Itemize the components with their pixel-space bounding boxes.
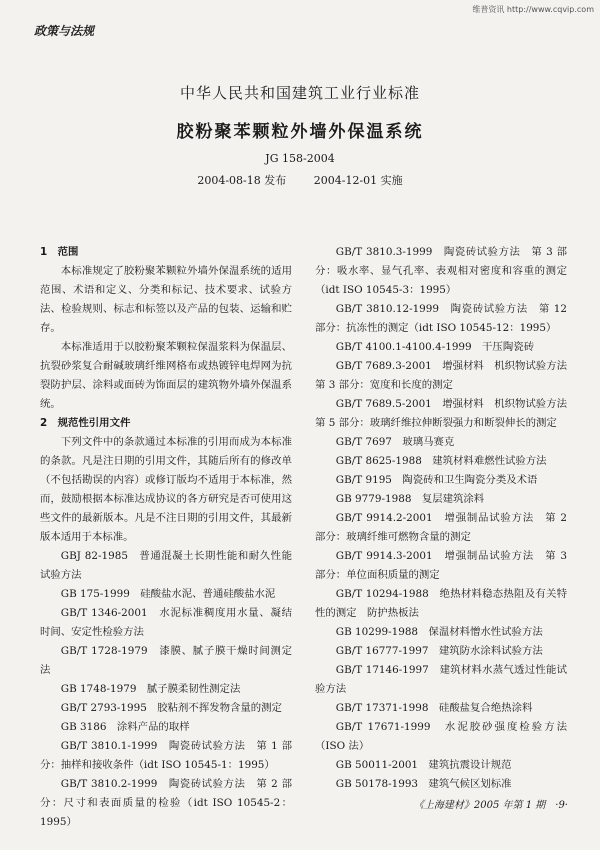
section-heading: 2 规范性引用文件 xyxy=(40,417,131,429)
paragraph: 本标准适用于以胶粉聚苯颗粒保温浆料为保温层、抗裂砂浆复合耐碱玻璃纤维网格布或热镀锌电焊网为抗裂防护层、涂料或面砖为饰面层的建筑物外墙外保温系统。 xyxy=(40,341,292,410)
reference-item: GB/T 3810.1-1999 陶瓷砖试验方法 第 1 部分：抽样和接收条件（idt ISO 10545-1：1995） xyxy=(40,740,292,771)
reference-item: GB 50011-2001 建筑抗震设计规范 xyxy=(335,759,512,771)
reference-item: GB/T 7689.3-2001 增强材料 机织物试验方法 第 3 部分：宽度和长度的测定 xyxy=(315,360,578,391)
reference-item: GB/T 4100.1-4100.4-1999 干压陶瓷砖 xyxy=(335,341,534,353)
reference-item: GBJ 82-1985 普通混凝土长期性能和耐久性能试验方法 xyxy=(40,550,292,581)
page-title: 胶粉聚苯颗粒外墙外保温系统 xyxy=(176,122,424,142)
reference-item: GB/T 3810.12-1999 陶瓷砖试验方法 第 12 部分：抗冻性的测定（idt ISO 10545-12：1995） xyxy=(315,303,567,334)
reference-item: GB 9779-1988 复层建筑涂料 xyxy=(335,493,485,505)
reference-item: GB/T 1728-1979 漆膜、腻子膜干燥时间测定法 xyxy=(40,645,292,676)
reference-item: GB/T 17671-1999 水泥胶砂强度检验方法（ISO 法） xyxy=(315,721,567,752)
reference-item: GB/T 9914.2-2001 增强制品试验方法 第 2 部分：玻璃纤维可燃物含量的测定 xyxy=(315,512,567,543)
reference-item: GB 10299-1988 保温材料憎水性试验方法 xyxy=(335,626,543,638)
reference-item: GB/T 7697 玻璃马赛克 xyxy=(335,436,455,448)
reference-item: GB/T 8625-1988 建筑材料难燃性试验方法 xyxy=(335,455,547,467)
reference-item: GB/T 10294-1988 绝热材料稳态热阻及有关特性的测定 防护热板法 xyxy=(315,588,567,619)
reference-item: GB/T 1346-2001 水泥标准稠度用水量、凝结时间、安定性检验方法 xyxy=(40,607,292,638)
reference-item: GB/T 3810.2-1999 陶瓷砖试验方法 第 2 部分：尺寸和表面质量的检验（idt ISO 10545-2：1995） xyxy=(40,778,292,828)
standard-code: JG 158-2004 xyxy=(265,152,335,165)
issued-date: 2004-08-18 发布 xyxy=(197,174,287,187)
reference-item: GB/T 7689.5-2001 增强材料 机织物试验方法 第 5 部分：玻璃纤维拉伸断裂强力和断裂伸长的测定 xyxy=(315,398,578,429)
reference-item: GB 3186 涂料产品的取样 xyxy=(60,721,190,733)
reference-item: GB/T 3810.3-1999 陶瓷砖试验方法 第 3 部分：吸水率、显气孔率、表观相对密度和容重的测定（idt ISO 10545-3：1995） xyxy=(315,246,567,296)
section-heading: 1 范围 xyxy=(40,246,79,258)
paragraph: 下列文件中的条款通过本标准的引用而成为本标准的条款。凡是注日期的引用文件，其随后所有的修改单（不包括勘误的内容）或修订版均不适用于本标准，然而，鼓励根据本标准达成协议的各方研究是否可使用这些文件的最新版本。凡是不注日期的引用文件，其最新版本适用于本标准。 xyxy=(40,436,292,543)
reference-item: GB 175-1999 硅酸盐水泥、普通硅酸盐水泥 xyxy=(60,588,276,600)
reference-item: GB 1748-1979 腻子膜柔韧性测定法 xyxy=(60,683,241,695)
reference-item: GB/T 17371-1998 硅酸盐复合绝热涂料 xyxy=(335,702,533,714)
reference-item: GB/T 9195 陶瓷砖和卫生陶瓷分类及术语 xyxy=(335,474,538,486)
page-footer: 《上海建材》2005 年第 1 期 ·9· xyxy=(413,800,568,811)
standard-title: 中华人民共和国建筑工业行业标准 xyxy=(179,84,420,102)
reference-item: GB/T 2793-1995 胶粘剂不挥发物含量的测定 xyxy=(60,702,282,714)
section-tag: 政策与法规 xyxy=(34,24,95,38)
paragraph: 本标准规定了胶粉聚苯颗粒外墙外保温系统的适用范围、术语和定义、分类和标记、技术要求、试验方法、检验规则、标志和标签以及产品的包装、运输和贮存。 xyxy=(40,265,292,334)
reference-item: GB/T 16777-1997 建筑防水涂料试验方法 xyxy=(335,645,543,657)
standard-dates xyxy=(0,172,600,188)
reference-item: GB/T 17146-1997 建筑材料水蒸气透过性能试验方法 xyxy=(315,664,567,695)
effective-date: 2004-12-01 实施 xyxy=(313,174,403,187)
left-column xyxy=(40,243,292,832)
watermark: 维普资讯 http://www.cqvip.com xyxy=(472,5,594,14)
reference-item: GB/T 9914.3-2001 增强制品试验方法 第 3 部分：单位面积质量的测定 xyxy=(315,550,567,581)
reference-item: GB 50178-1993 建筑气候区划标准 xyxy=(335,778,512,790)
right-column xyxy=(315,243,578,794)
